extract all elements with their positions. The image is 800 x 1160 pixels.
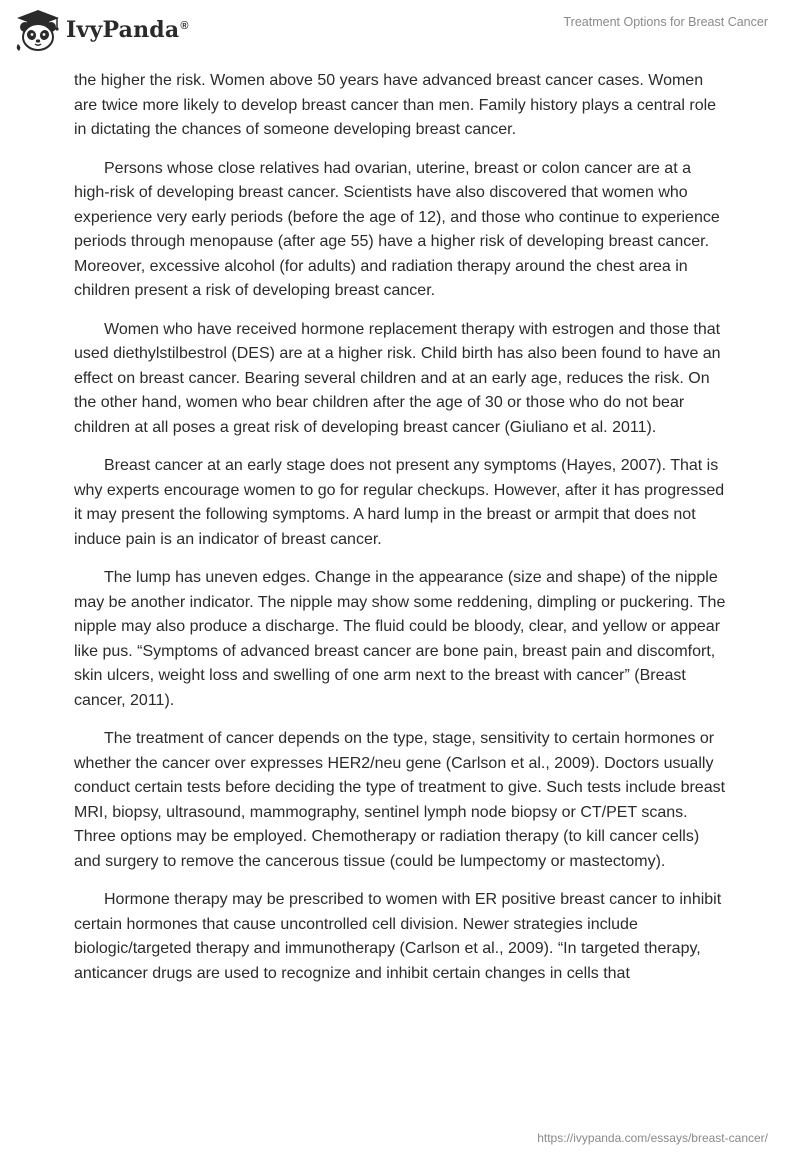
paragraph: Women who have received hormone replacement therapy with estrogen and those that used diethylstilbestrol (DES) are at a higher risk. Child birth has also been found to have an effect on breast cancer. Bearing several children and at an early age, reduces the risk. On the other hand, women who bear children after the age of 30 or those who do not bear children at all poses a great risk of developing breast cancer (Giuliano et al. 2011). — [74, 320, 721, 436]
paragraph: Persons whose close relatives had ovarian, uterine, breast or colon cancer are at a high-risk of developing breast cancer. Scientists have also discovered that women who experience very early periods (before the age of 12), and those who continue to experience periods through menopause (after age 55) have a higher risk of developing breast cancer. Moreover, excessive alcohol (for adults) and radiation therapy around the chest area in children present a risk of developing breast cancer. — [74, 159, 720, 299]
paragraph: Breast cancer at an early stage does not present any symptoms (Hayes, 2007). That is why experts encourage women to go for regular checkups. However, after it has progressed it may present the following symptoms. A hard lump in the breast or armpit that does not induce pain is an indicator of breast cancer. — [74, 457, 725, 548]
essay-body — [74, 69, 730, 1000]
page-header — [0, 0, 800, 60]
registered-mark: ® — [180, 19, 189, 32]
ivypanda-logo[interactable] — [14, 8, 189, 52]
paragraph: Hormone therapy may be prescribed to women with ER positive breast cancer to inhibit certain hormones that cause uncontrolled cell division. Newer strategies include biologic/targeted therapy and immunotherapy (Carlson et al., 2009). “In targeted therapy, anticancer drugs are used to recognize and inhibit certain changes in cells that — [74, 891, 722, 982]
paragraph: The treatment of cancer depends on the type, stage, sensitivity to certain hormones or whether the cancer over expresses HER2/neu gene (Carlson et al., 2009). Doctors usually conduct certain tests before deciding the type of treatment to give. Such tests include breast MRI, biopsy, ultrasound, mammography, sentinel lymph node biopsy or CT/PET scans. Three options may be employed. Chemotherapy or radiation therapy (to kill cancer cells) and surgery to remove the cancerous tissue (could be lumpectomy or mastectomy). — [74, 730, 726, 870]
source-url-link[interactable]: https://ivypanda.com/essays/breast-cancer/ — [537, 1131, 768, 1145]
document-title: Treatment Options for Breast Cancer — [563, 15, 768, 29]
panda-graduate-icon — [14, 8, 62, 52]
paragraph: the higher the risk. Women above 50 years have advanced breast cancer cases. Women are twice more likely to develop breast cancer than men. Family history plays a central role in dictating the chances of someone developing breast cancer. — [74, 72, 717, 138]
brand-name: IvyPanda® — [66, 17, 189, 43]
paragraph: The lump has uneven edges. Change in the appearance (size and shape) of the nipple may be another indicator. The nipple may show some reddening, dimpling or puckering. The nipple may also produce a discharge. The fluid could be bloody, clear, and yellow or appear like pus. “Symptoms of advanced breast cancer are bone pain, breast pain and discomfort, skin ulcers, weight loss and swelling of one arm next to the breast with cancer” (Breast cancer, 2011). — [74, 569, 726, 709]
